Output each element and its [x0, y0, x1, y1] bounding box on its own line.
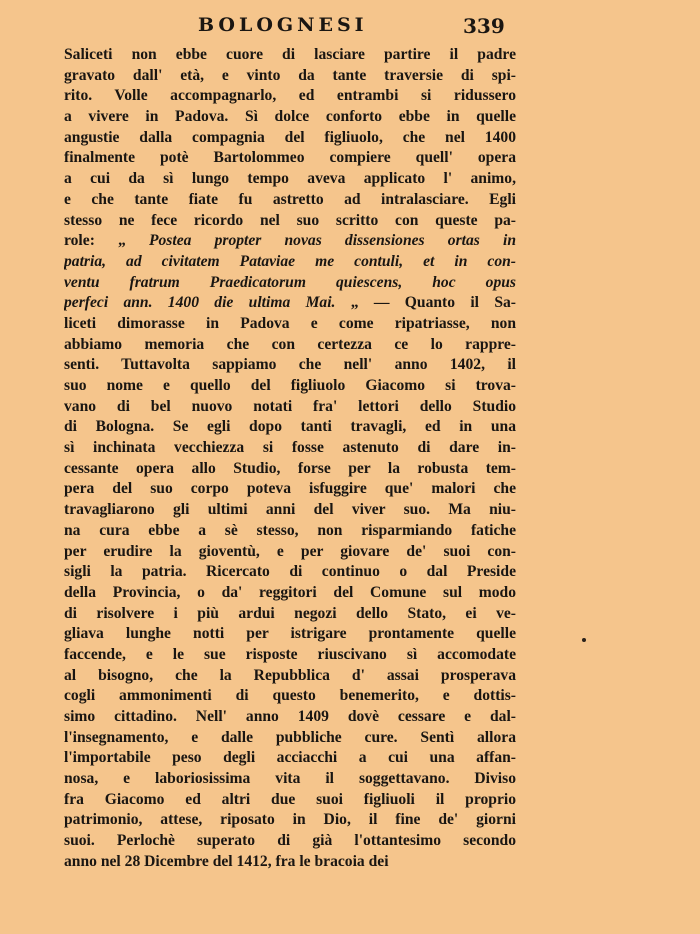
latin-quote-line: patria, ad civitatem Pataviae me contuli, et in con-	[64, 252, 516, 270]
text-line: gliava lunghe notti per istrigare prontamente quelle	[64, 625, 516, 643]
text-line: simo cittadino. Nell' anno 1409 dovè cessare e dal-	[64, 708, 516, 725]
text-line: a vivere in Padova. Sì dolce conforto ebbe in quelle	[64, 108, 516, 126]
body-text	[64, 45, 516, 873]
ink-speck	[582, 638, 586, 642]
ink-mark	[143, 888, 146, 896]
text-line: suoi. Perlochè superato di già l'ottantesimo secondo	[64, 832, 516, 850]
text-line: per erudire la gioventù, e per giovare de' suoi con-	[64, 542, 516, 560]
quote-suffix: „ — Quanto il Sa-	[335, 294, 516, 312]
text-line: rito. Volle accompagnarlo, ed entrambi si ridussero	[64, 87, 516, 105]
text-line: nosa, e laboriosissima vita il soggettavano. Diviso	[64, 770, 516, 788]
text-line: cessante opera allo Studio, forse per la robusta tem-	[64, 459, 516, 477]
text-line: di Bologna. Se egli dopo tanti travagli, ed in una	[64, 418, 516, 436]
text-line: Saliceti non ebbe cuore di lasciare partire il padre	[64, 46, 516, 63]
text-line: stesso ne fece ricordo nel suo scritto con queste pa-	[64, 211, 516, 229]
text-line: na cura ebbe a sè stesso, non risparmiando fatiche	[64, 521, 516, 539]
quote-prefix: role: „	[64, 232, 149, 250]
text-line: e che tante fiate fu astretto ad intralasciare. Egli	[64, 190, 516, 208]
text-line: liceti dimorasse in Padova e come ripatriasse, non	[64, 314, 516, 332]
text-line: cogli ammonimenti di questo benemerito, e dottis-	[64, 687, 516, 705]
text-line-last: anno nel 28 Dicembre del 1412, fra le bracoia dei	[64, 852, 389, 870]
text-line: di risolvere i più ardui negozi dello Stato, ei ve-	[64, 604, 516, 622]
running-head: BOLOGNESI	[198, 14, 368, 36]
text-line: vano di bel nuovo notati fra' lettori dello Studio	[64, 397, 516, 415]
text-line: finalmente potè Bartolommeo compiere quell' opera	[64, 149, 516, 167]
latin-quote-line: ventu fratrum Praedicatorum quiescens, hoc opus	[64, 273, 516, 291]
latin-quote: Postea propter novas dissensiones ortas in	[148, 232, 516, 250]
text-line: a cui da sì lungo tempo aveva applicato l' animo,	[64, 170, 516, 188]
text-line: l'insegnamento, e dalle pubbliche cure. Sentì allora	[64, 728, 516, 746]
text-line-quote-start	[64, 231, 516, 252]
text-line: senti. Tuttavolta sappiamo che nell' anno 1402, il	[64, 356, 516, 374]
text-line: patrimonio, attese, riposato in Dio, il fine de' giorni	[64, 811, 516, 829]
text-line: abbiamo memoria che con certezza ce lo rappre-	[64, 335, 516, 353]
text-line: pera del suo corpo poteva isfuggire que' malori che	[64, 480, 516, 498]
text-line: al bisogno, che la Repubblica d' assai prosperava	[64, 666, 516, 684]
text-line: angustie dalla compagnia del figliuolo, che nel 1400	[64, 128, 516, 146]
text-line: fra Giacomo ed altri due suoi figliuoli il proprio	[64, 790, 516, 808]
text-line: l'importabile peso degli acciacchi a cui una affan-	[64, 749, 516, 767]
text-line: faccende, e le sue risposte riuscivano sì accomodate	[64, 645, 516, 663]
text-line: sigli la patria. Ricercato di continuo o dal Preside	[64, 563, 516, 581]
page-header	[0, 14, 700, 38]
text-line: travagliarono gli ultimi anni del viver suo. Ma niu-	[64, 501, 516, 519]
latin-quote: perfeci ann. 1400 die ultima Mai.	[64, 294, 336, 312]
text-line: sì inchinata vecchiezza si fosse astenuto di dare in-	[64, 439, 516, 457]
text-line-quote-end	[64, 293, 516, 314]
text-line: gravato dall' età, e vinto da tante traversie di spi-	[64, 66, 516, 84]
page-number: 339	[463, 14, 505, 38]
text-line: suo nome e quello del figliuolo Giacomo si trova-	[64, 377, 516, 394]
text-line: della Provincia, o da' reggitori del Comune sul modo	[64, 583, 516, 601]
